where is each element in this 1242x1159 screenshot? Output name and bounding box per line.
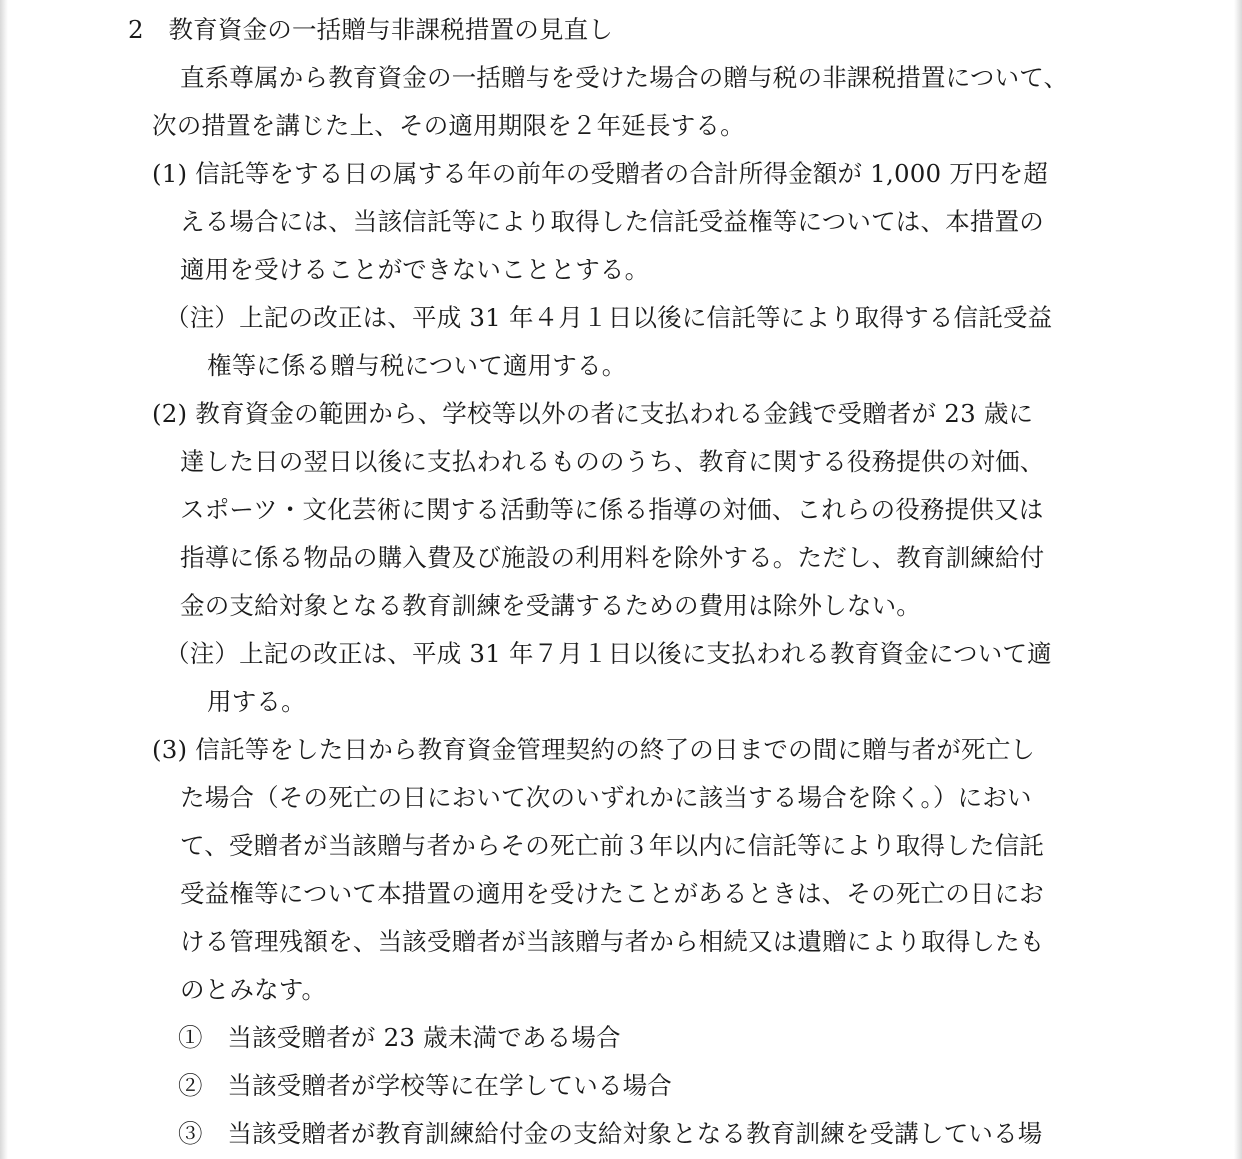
note-1-line: 権等に係る贈与税について適用する。	[207, 351, 627, 380]
item-3-line: (3) 信託等をした日から教育資金管理契約の終了の日までの間に贈与者が死亡し	[152, 735, 1036, 764]
item-2-line: (2) 教育資金の範囲から、学校等以外の者に支払われる金銭で受贈者が 23 歳に	[152, 399, 1034, 428]
sub-item-2: ② 当該受贈者が学校等に在学している場合	[178, 1071, 672, 1100]
note-2-line: 用する。	[207, 687, 306, 716]
section-heading: 2 教育資金の一括贈与非課税措置の見直し	[128, 15, 614, 44]
item-2-line: 金の支給対象となる教育訓練を受講するための費用は除外しない。	[180, 591, 921, 620]
item-2-line: 達した日の翌日以後に支払われるもののうち、教育に関する役務提供の対価、	[180, 447, 1045, 476]
note-1-line: （注）上記の改正は、平成 31 年４月１日以後に信託等により取得する信託受益	[165, 303, 1053, 332]
intro-paragraph-line: 直系尊属から教育資金の一括贈与を受けた場合の贈与税の非課税措置について、	[180, 63, 1069, 92]
page-edge-right	[1234, 0, 1242, 1159]
item-1-line: 適用を受けることができないこととする。	[180, 255, 650, 284]
sub-item-1: ① 当該受贈者が 23 歳未満である場合	[178, 1023, 621, 1052]
item-2-line: 指導に係る物品の購入費及び施設の利用料を除外する。ただし、教育訓練給付	[180, 543, 1045, 572]
item-3-line: 受益権等について本措置の適用を受けたことがあるときは、その死亡の日にお	[180, 879, 1045, 908]
intro-paragraph-line: 次の措置を講じた上、その適用期限を２年延長する。	[152, 111, 745, 140]
item-3-line: ける管理残額を、当該受贈者が当該贈与者から相続又は遺贈により取得したも	[180, 927, 1045, 956]
item-2-line: スポーツ・文化芸術に関する活動等に係る指導の対価、これらの役務提供又は	[180, 495, 1044, 524]
page-edge-left	[0, 0, 8, 1159]
item-1-line: える場合には、当該信託等により取得した信託受益権等については、本措置の	[180, 207, 1045, 236]
item-3-line: て、受贈者が当該贈与者からその死亡前３年以内に信託等により取得した信託	[180, 831, 1045, 860]
item-3-line: のとみなす。	[180, 975, 327, 1004]
item-3-line: た場合（その死亡の日において次のいずれかに該当する場合を除く。）におい	[180, 783, 1032, 812]
note-2-line: （注）上記の改正は、平成 31 年７月１日以後に支払われる教育資金について適	[165, 639, 1052, 668]
sub-item-3: ③ 当該受贈者が教育訓練給付金の支給対象となる教育訓練を受講している場	[178, 1119, 1043, 1148]
item-1-line: (1) 信託等をする日の属する年の前年の受贈者の合計所得金額が 1,000 万円を超	[152, 159, 1049, 188]
